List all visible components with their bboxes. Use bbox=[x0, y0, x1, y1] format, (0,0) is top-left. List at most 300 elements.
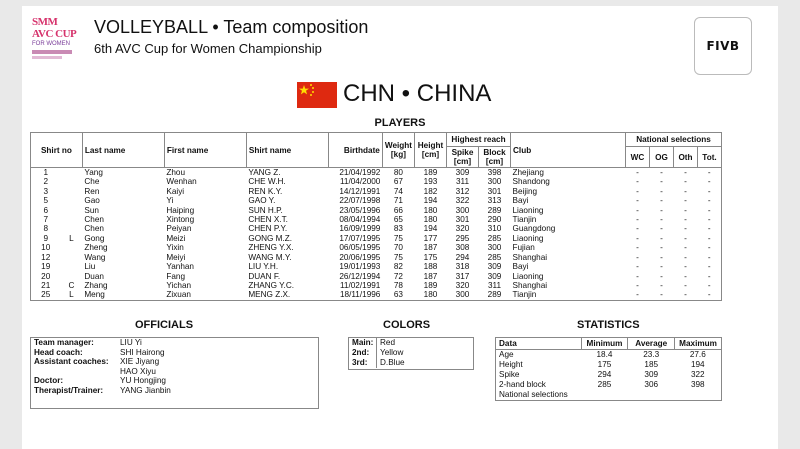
player-role bbox=[60, 206, 82, 215]
col-wc: WC bbox=[626, 147, 650, 168]
col-weight: Weight [kg] bbox=[382, 133, 414, 168]
player-role: L bbox=[69, 233, 74, 243]
player-row bbox=[31, 234, 722, 243]
stats-row bbox=[496, 360, 722, 370]
player-row bbox=[31, 224, 722, 233]
player-club: Guangdong bbox=[512, 224, 556, 234]
stats-row bbox=[496, 350, 722, 361]
officials-box bbox=[30, 337, 319, 409]
player-spike: 300 bbox=[455, 290, 470, 300]
player-spike: 295 bbox=[455, 233, 470, 243]
player-last-name: Zheng bbox=[84, 243, 108, 253]
player-tot: - bbox=[707, 205, 711, 215]
team-name: CHN • CHINA bbox=[343, 80, 492, 107]
player-first-name: Yichan bbox=[166, 280, 192, 290]
player-shirt-no: 6 bbox=[43, 205, 49, 215]
player-shirt-name: CHEN X.T. bbox=[248, 215, 288, 225]
player-spike: 300 bbox=[455, 205, 470, 215]
player-block: 300 bbox=[487, 243, 502, 253]
official-row bbox=[31, 367, 318, 377]
player-first-name: Wenhan bbox=[166, 177, 197, 187]
player-height: 180 bbox=[423, 290, 438, 300]
color-value: Red bbox=[380, 338, 396, 347]
player-first-name: Meiyi bbox=[166, 252, 186, 262]
player-weight: 80 bbox=[393, 168, 403, 178]
official-value: HAO Xiyu bbox=[120, 366, 156, 376]
player-last-name: Meng bbox=[84, 290, 105, 300]
player-og: - bbox=[660, 271, 663, 281]
player-first-name: Haiping bbox=[166, 205, 195, 215]
stats-avg: 309 bbox=[644, 370, 659, 379]
player-og: - bbox=[660, 290, 663, 300]
player-club: Tianjin bbox=[512, 290, 537, 300]
player-last-name: Duan bbox=[84, 271, 104, 281]
player-og: - bbox=[660, 186, 663, 196]
player-birthdate: 16/09/1999 bbox=[339, 224, 381, 234]
official-row bbox=[31, 348, 318, 358]
players-table-body bbox=[31, 168, 722, 301]
event-name: 6th AVC Cup for Women Championship bbox=[94, 41, 322, 56]
player-last-name: Chen bbox=[84, 215, 104, 225]
col-height: Height [cm] bbox=[415, 133, 447, 168]
player-wc: - bbox=[636, 280, 639, 290]
player-club: Bayi bbox=[512, 262, 529, 272]
player-height: 189 bbox=[423, 280, 438, 290]
color-label: 3rd: bbox=[349, 358, 377, 368]
stats-label: 2-hand block bbox=[499, 380, 546, 389]
player-tot: - bbox=[707, 271, 711, 281]
player-wc: - bbox=[636, 168, 639, 178]
statistics-table bbox=[495, 337, 722, 401]
player-row bbox=[31, 253, 722, 262]
col-spike: Spike [cm] bbox=[447, 147, 479, 168]
player-role bbox=[60, 262, 82, 271]
player-og: - bbox=[660, 262, 663, 272]
official-value: YU Hongjing bbox=[120, 376, 166, 386]
player-tot: - bbox=[707, 290, 711, 300]
player-spike: 322 bbox=[455, 196, 470, 206]
stats-row bbox=[496, 370, 722, 380]
player-height: 175 bbox=[423, 252, 438, 262]
player-club: Tianjin bbox=[512, 215, 537, 225]
player-oth: - bbox=[684, 186, 687, 196]
player-row bbox=[31, 206, 722, 215]
col-og: OG bbox=[650, 147, 674, 168]
player-birthdate: 18/11/1996 bbox=[339, 290, 381, 300]
col-highest-reach: Highest reach bbox=[447, 133, 511, 147]
player-last-name: Zhang bbox=[84, 280, 108, 290]
player-shirt-no: 9 bbox=[43, 233, 49, 243]
official-label: Therapist/Trainer: bbox=[34, 385, 104, 395]
official-label: Assistant coaches: bbox=[34, 357, 109, 367]
stats-label: Age bbox=[499, 350, 514, 359]
player-birthdate: 23/05/1996 bbox=[339, 205, 381, 215]
official-value: XIE Jiyang bbox=[120, 357, 160, 367]
player-first-name: Yi bbox=[166, 196, 174, 206]
player-wc: - bbox=[636, 290, 639, 300]
official-value: SHI Hairong bbox=[120, 347, 165, 357]
player-height: 180 bbox=[423, 215, 438, 225]
player-spike: 301 bbox=[455, 215, 470, 225]
stats-col-max: Maximum bbox=[675, 338, 722, 350]
stats-max: 398 bbox=[690, 380, 705, 389]
player-block: 398 bbox=[487, 168, 502, 178]
player-tot: - bbox=[707, 186, 711, 196]
player-og: - bbox=[660, 168, 663, 178]
stats-label: Height bbox=[499, 360, 523, 369]
player-shirt-no: 2 bbox=[43, 177, 49, 187]
player-weight: 75 bbox=[393, 233, 403, 243]
player-block: 310 bbox=[487, 224, 502, 234]
player-og: - bbox=[660, 252, 663, 262]
player-club: Liaoning bbox=[512, 205, 544, 215]
player-og: - bbox=[660, 243, 663, 253]
player-role bbox=[60, 177, 82, 186]
player-block: 290 bbox=[487, 215, 502, 225]
player-shirt-name: LIU Y.H. bbox=[248, 262, 279, 272]
player-row bbox=[31, 196, 722, 205]
player-role bbox=[60, 243, 82, 252]
colors-heading: COLORS bbox=[383, 319, 431, 331]
player-wc: - bbox=[636, 262, 639, 272]
player-first-name: Fang bbox=[166, 271, 186, 281]
player-role bbox=[60, 215, 82, 224]
player-wc: - bbox=[636, 233, 639, 243]
player-row bbox=[31, 243, 722, 252]
officials-heading: OFFICIALS bbox=[135, 319, 194, 331]
player-og: - bbox=[660, 205, 663, 215]
player-birthdate: 11/02/1991 bbox=[339, 280, 381, 290]
player-last-name: Gao bbox=[84, 196, 100, 206]
player-club: Beijing bbox=[512, 186, 538, 196]
player-oth: - bbox=[684, 233, 687, 243]
player-og: - bbox=[660, 280, 663, 290]
player-block: 300 bbox=[487, 177, 502, 187]
official-value: YANG Jianbin bbox=[120, 385, 171, 395]
player-row bbox=[31, 262, 722, 271]
player-shirt-name: GONG M.Z. bbox=[248, 233, 293, 243]
color-label: 2nd: bbox=[349, 348, 377, 358]
player-shirt-no: 21 bbox=[41, 280, 51, 290]
official-label bbox=[31, 367, 117, 377]
official-row bbox=[31, 386, 318, 396]
player-role: C bbox=[68, 280, 75, 290]
player-shirt-no: 5 bbox=[43, 196, 49, 206]
player-role bbox=[60, 224, 82, 233]
player-first-name: Yanhan bbox=[166, 262, 194, 272]
color-value: Yellow bbox=[380, 348, 404, 357]
player-first-name: Peiyan bbox=[166, 224, 192, 234]
player-tot: - bbox=[707, 177, 711, 187]
player-shirt-no: 12 bbox=[41, 252, 51, 262]
player-height: 187 bbox=[423, 243, 438, 253]
player-row bbox=[31, 272, 722, 281]
colors-box bbox=[348, 337, 474, 370]
player-birthdate: 14/12/1991 bbox=[339, 186, 381, 196]
player-spike: 317 bbox=[455, 271, 470, 281]
stats-avg: 23.3 bbox=[643, 350, 660, 359]
player-role bbox=[60, 196, 82, 205]
player-tot: - bbox=[707, 224, 711, 234]
player-shirt-no: 3 bbox=[43, 186, 49, 196]
player-weight: 67 bbox=[393, 177, 403, 187]
player-spike: 320 bbox=[455, 224, 470, 234]
player-wc: - bbox=[636, 271, 639, 281]
player-block: 289 bbox=[487, 205, 502, 215]
player-first-name: Xintong bbox=[166, 215, 195, 225]
player-oth: - bbox=[684, 290, 687, 300]
official-row bbox=[31, 338, 318, 348]
player-og: - bbox=[660, 196, 663, 206]
player-oth: - bbox=[684, 168, 687, 178]
player-height: 177 bbox=[423, 233, 438, 243]
player-role bbox=[60, 272, 82, 281]
player-club: Bayi bbox=[512, 196, 529, 206]
player-spike: 311 bbox=[455, 177, 470, 187]
fivb-logo bbox=[694, 17, 752, 75]
col-oth: Oth bbox=[674, 147, 698, 168]
player-oth: - bbox=[684, 224, 687, 234]
player-last-name: Wang bbox=[84, 252, 106, 262]
player-block: 309 bbox=[487, 262, 502, 272]
player-shirt-name: CHE W.H. bbox=[248, 177, 286, 187]
official-label: Head coach: bbox=[34, 347, 83, 357]
stats-max: 27.6 bbox=[689, 350, 706, 359]
player-height: 189 bbox=[423, 168, 438, 178]
stats-min: 285 bbox=[597, 380, 612, 389]
china-flag-icon bbox=[297, 82, 337, 108]
player-weight: 71 bbox=[393, 196, 403, 206]
player-row bbox=[31, 187, 722, 196]
player-last-name: Ren bbox=[84, 186, 100, 196]
player-birthdate: 21/04/1992 bbox=[339, 168, 381, 178]
player-weight: 63 bbox=[393, 290, 403, 300]
player-row bbox=[31, 168, 722, 178]
player-first-name: Zixuan bbox=[166, 290, 191, 300]
player-height: 194 bbox=[423, 196, 438, 206]
official-value: LIU Yi bbox=[120, 338, 142, 347]
stats-col-min: Minimum bbox=[581, 338, 628, 350]
player-shirt-no: 19 bbox=[41, 262, 51, 272]
player-height: 194 bbox=[423, 224, 438, 234]
player-shirt-name: ZHANG Y.C. bbox=[248, 280, 295, 290]
player-birthdate: 17/07/1995 bbox=[339, 233, 381, 243]
player-role bbox=[60, 253, 82, 262]
player-oth: - bbox=[684, 271, 687, 281]
col-tot: Tot. bbox=[698, 147, 722, 168]
player-wc: - bbox=[636, 177, 639, 187]
player-birthdate: 20/06/1995 bbox=[339, 252, 381, 262]
player-shirt-no: 7 bbox=[43, 215, 49, 225]
color-label: Main: bbox=[349, 338, 377, 348]
player-shirt-no: 10 bbox=[41, 243, 51, 253]
player-role: L bbox=[69, 290, 74, 300]
official-row bbox=[31, 357, 318, 367]
player-weight: 65 bbox=[393, 215, 403, 225]
event-logo: SMM AVC CUP FOR WOMEN bbox=[32, 16, 78, 70]
col-national-selections: National selections bbox=[626, 133, 722, 147]
stats-avg: 306 bbox=[644, 380, 659, 389]
player-tot: - bbox=[707, 168, 711, 178]
player-weight: 75 bbox=[393, 252, 403, 262]
player-block: 313 bbox=[487, 196, 502, 206]
stats-label: National selections bbox=[499, 390, 568, 399]
player-shirt-name: YANG Z. bbox=[248, 168, 281, 178]
stats-max bbox=[675, 390, 722, 401]
player-block: 285 bbox=[487, 252, 502, 262]
player-shirt-no: 8 bbox=[43, 224, 49, 234]
player-oth: - bbox=[684, 243, 687, 253]
player-weight: 72 bbox=[393, 271, 403, 281]
player-club: Zhejiang bbox=[512, 168, 544, 178]
col-first-name: First name bbox=[164, 133, 246, 168]
player-tot: - bbox=[707, 280, 711, 290]
player-first-name: Zhou bbox=[166, 168, 186, 178]
player-og: - bbox=[660, 177, 663, 187]
player-spike: 320 bbox=[455, 280, 470, 290]
statistics-heading: STATISTICS bbox=[577, 319, 640, 331]
player-weight: 74 bbox=[393, 186, 403, 196]
player-shirt-name: MENG Z.X. bbox=[248, 290, 291, 300]
player-weight: 70 bbox=[393, 243, 403, 253]
stats-col-data: Data bbox=[496, 338, 582, 350]
col-shirt-name: Shirt name bbox=[246, 133, 328, 168]
color-row bbox=[349, 338, 473, 348]
stats-avg bbox=[628, 390, 675, 401]
player-og: - bbox=[660, 215, 663, 225]
player-shirt-name: CHEN P.Y. bbox=[248, 224, 288, 234]
color-row bbox=[349, 358, 473, 368]
player-wc: - bbox=[636, 252, 639, 262]
stats-min: 18.4 bbox=[596, 350, 613, 359]
col-birthdate: Birthdate bbox=[328, 133, 382, 168]
player-oth: - bbox=[684, 280, 687, 290]
stats-min: 294 bbox=[597, 370, 612, 379]
official-label: Team manager: bbox=[34, 338, 94, 347]
player-height: 187 bbox=[423, 271, 438, 281]
player-block: 311 bbox=[487, 280, 502, 290]
player-height: 182 bbox=[423, 186, 438, 196]
col-last-name: Last name bbox=[82, 133, 164, 168]
color-value: D.Blue bbox=[380, 358, 405, 367]
player-birthdate: 19/01/1993 bbox=[339, 262, 381, 272]
player-shirt-name: SUN H.P. bbox=[248, 205, 283, 215]
player-shirt-name: REN K.Y. bbox=[248, 186, 283, 196]
player-block: 309 bbox=[487, 271, 502, 281]
player-tot: - bbox=[707, 262, 711, 272]
player-first-name: Yixin bbox=[166, 243, 184, 253]
player-og: - bbox=[660, 224, 663, 234]
player-height: 188 bbox=[423, 262, 438, 272]
player-birthdate: 08/04/1994 bbox=[339, 215, 381, 225]
player-oth: - bbox=[684, 205, 687, 215]
player-club: Fujian bbox=[512, 243, 535, 253]
stats-label: Spike bbox=[499, 370, 520, 379]
player-spike: 312 bbox=[455, 186, 470, 196]
player-first-name: Kaiyi bbox=[166, 186, 185, 196]
player-og: - bbox=[660, 233, 663, 243]
player-weight: 66 bbox=[393, 205, 403, 215]
stats-max: 322 bbox=[690, 370, 705, 379]
player-last-name: Sun bbox=[84, 205, 99, 215]
player-birthdate: 22/07/1998 bbox=[339, 196, 381, 206]
player-wc: - bbox=[636, 186, 639, 196]
player-last-name: Yang bbox=[84, 168, 103, 178]
player-spike: 294 bbox=[455, 252, 470, 262]
player-oth: - bbox=[684, 215, 687, 225]
stats-max: 194 bbox=[690, 360, 705, 369]
player-weight: 83 bbox=[393, 224, 403, 234]
stats-min: 175 bbox=[597, 360, 612, 369]
player-row bbox=[31, 177, 722, 186]
player-club: Liaoning bbox=[512, 271, 544, 281]
player-shirt-name: ZHENG Y.X. bbox=[248, 243, 294, 253]
player-wc: - bbox=[636, 215, 639, 225]
player-shirt-no: 1 bbox=[43, 168, 49, 178]
player-shirt-name: WANG M.Y. bbox=[248, 252, 292, 262]
player-role bbox=[60, 168, 82, 178]
document-page bbox=[22, 6, 778, 449]
official-label: Doctor: bbox=[34, 376, 64, 386]
player-role bbox=[60, 187, 82, 196]
player-row bbox=[31, 215, 722, 224]
player-tot: - bbox=[707, 233, 711, 243]
player-wc: - bbox=[636, 224, 639, 234]
player-last-name: Gong bbox=[84, 233, 105, 243]
player-spike: 318 bbox=[455, 262, 470, 272]
player-oth: - bbox=[684, 196, 687, 206]
player-tot: - bbox=[707, 215, 711, 225]
player-block: 289 bbox=[487, 290, 502, 300]
player-shirt-name: DUAN F. bbox=[248, 271, 281, 281]
player-tot: - bbox=[707, 196, 711, 206]
player-oth: - bbox=[684, 262, 687, 272]
player-birthdate: 26/12/1994 bbox=[339, 271, 381, 281]
player-club: Shandong bbox=[512, 177, 550, 187]
player-shirt-name: GAO Y. bbox=[248, 196, 276, 206]
player-wc: - bbox=[636, 243, 639, 253]
statistics-table-body bbox=[496, 350, 722, 401]
player-oth: - bbox=[684, 252, 687, 262]
color-row bbox=[349, 348, 473, 358]
document-title: VOLLEYBALL • Team composition bbox=[94, 17, 369, 37]
player-spike: 309 bbox=[455, 168, 470, 178]
col-shirt-no: Shirt no bbox=[31, 133, 83, 168]
player-spike: 308 bbox=[455, 243, 470, 253]
player-club: Liaoning bbox=[512, 233, 544, 243]
players-heading: PLAYERS bbox=[374, 117, 426, 129]
player-row bbox=[31, 281, 722, 290]
stats-row bbox=[496, 380, 722, 390]
stats-avg: 185 bbox=[644, 360, 659, 369]
player-last-name: Liu bbox=[84, 262, 96, 272]
official-row bbox=[31, 376, 318, 386]
player-birthdate: 11/04/2000 bbox=[339, 177, 381, 187]
player-tot: - bbox=[707, 243, 711, 253]
player-club: Shanghai bbox=[512, 252, 548, 262]
players-table bbox=[30, 132, 722, 301]
stats-col-avg: Average bbox=[628, 338, 675, 350]
player-wc: - bbox=[636, 205, 639, 215]
player-last-name: Che bbox=[84, 177, 100, 187]
player-tot: - bbox=[707, 252, 711, 262]
col-club: Club bbox=[511, 133, 626, 168]
player-last-name: Chen bbox=[84, 224, 104, 234]
col-block: Block [cm] bbox=[479, 147, 511, 168]
player-height: 180 bbox=[423, 205, 438, 215]
player-shirt-no: 25 bbox=[41, 290, 51, 300]
player-weight: 78 bbox=[393, 280, 403, 290]
